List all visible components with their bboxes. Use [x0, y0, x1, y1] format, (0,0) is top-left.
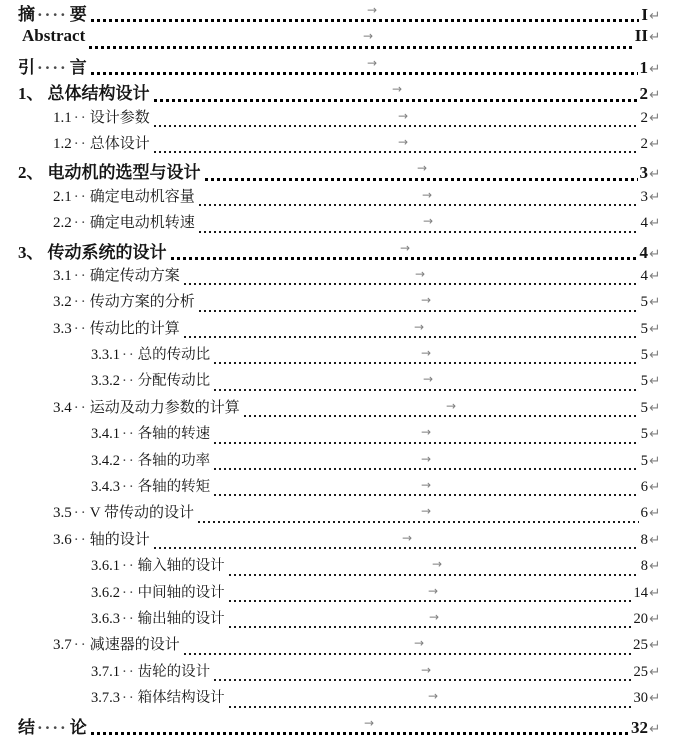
tab-mark-icon: → — [400, 240, 411, 255]
page-number: 6 — [640, 505, 648, 522]
space-marks: ·· — [122, 610, 136, 627]
toc-entry-title: 各轴的转矩 — [137, 479, 211, 496]
toc-row[interactable] — [0, 343, 685, 369]
toc-entry-title: 轴的设计 — [89, 531, 150, 548]
toc-entry-number: 3.7.1 — [91, 663, 120, 680]
paragraph-mark-icon: ↵ — [649, 452, 661, 469]
paragraph-mark-icon: ↵ — [649, 399, 661, 416]
dot-leader — [229, 706, 632, 708]
toc-entry-number: 3.1 — [53, 267, 72, 284]
tab-mark-icon: → — [422, 187, 433, 202]
space-marks: ·· — [73, 399, 88, 416]
space-marks: ·· — [73, 505, 88, 522]
space-marks: ·· — [122, 690, 136, 707]
toc-entry-title: 各轴的功率 — [137, 452, 211, 469]
toc-entry-number: 3、 — [18, 242, 44, 262]
tab-mark-icon: → — [415, 266, 426, 281]
toc-entry-title: 齿轮的设计 — [137, 663, 211, 680]
toc-entry-number: 2.1 — [53, 188, 72, 205]
toc-row[interactable] — [0, 26, 685, 52]
dot-leader — [198, 521, 638, 523]
toc-row[interactable] — [0, 554, 685, 580]
page-number: 32 — [631, 717, 648, 737]
paragraph-mark-icon: ↵ — [649, 135, 661, 152]
toc-entry-title: 运动及动力参数的计算 — [89, 399, 240, 416]
toc-entry-title: 言 — [69, 57, 87, 77]
space-marks: ·· — [73, 135, 88, 152]
tab-mark-icon: → — [428, 689, 439, 704]
page-number: 5 — [640, 399, 648, 416]
page-number: 5 — [640, 452, 648, 469]
tab-mark-icon: → — [423, 214, 434, 229]
toc-entry-number: 3.6.3 — [91, 610, 120, 627]
space-marks: ·· — [122, 558, 136, 575]
paragraph-mark-icon: ↵ — [649, 87, 661, 104]
toc-entry-title: 确定电动机转速 — [89, 215, 195, 232]
toc-row[interactable] — [0, 264, 685, 290]
page-number: 5 — [640, 347, 648, 364]
toc-entry-title: 输出轴的设计 — [137, 610, 225, 627]
paragraph-mark-icon: ↵ — [649, 584, 661, 601]
dot-leader — [244, 415, 639, 417]
paragraph-mark-icon: ↵ — [649, 690, 661, 707]
toc-entry-number: 3.3 — [53, 320, 72, 337]
dot-leader — [184, 336, 639, 338]
space-marks: ·· — [122, 663, 136, 680]
tab-mark-icon: → — [421, 662, 432, 677]
toc-entry-number: 2、 — [18, 163, 44, 183]
paragraph-mark-icon: ↵ — [649, 720, 661, 737]
paragraph-mark-icon: ↵ — [649, 610, 661, 627]
paragraph-mark-icon: ↵ — [649, 245, 661, 262]
toc-entry-number: 1.2 — [53, 135, 72, 152]
page-number: 14 — [633, 584, 648, 601]
toc-entry-number: 1、 — [18, 84, 44, 104]
dot-leader — [154, 151, 639, 153]
space-marks: ·· — [73, 188, 88, 205]
space-marks: ·· — [73, 531, 88, 548]
toc-entry-number: 2.2 — [53, 215, 72, 232]
toc-entry-title: V 带传动的设计 — [89, 505, 195, 522]
page-number: 25 — [633, 663, 648, 680]
tab-mark-icon: → — [417, 161, 428, 176]
page-number: 3 — [640, 188, 648, 205]
page-number: 3 — [639, 163, 648, 183]
toc-row[interactable] — [0, 132, 685, 158]
paragraph-mark-icon: ↵ — [649, 663, 661, 680]
space-marks: ·· — [73, 267, 88, 284]
toc-row[interactable] — [0, 581, 685, 607]
paragraph-mark-icon: ↵ — [649, 531, 661, 548]
dot-leader — [229, 574, 639, 576]
toc-entry-number: 3.2 — [53, 294, 72, 311]
toc-entry-title: 中间轴的设计 — [137, 584, 225, 601]
space-marks: ···· — [37, 57, 68, 77]
tab-mark-icon: → — [446, 398, 457, 413]
toc-row[interactable] — [0, 185, 685, 211]
tab-mark-icon: → — [428, 583, 439, 598]
space-marks: ·· — [122, 347, 136, 364]
toc-entry-number: 1.1 — [53, 109, 72, 126]
toc-row[interactable] — [0, 0, 685, 26]
dot-leader — [91, 19, 640, 22]
page-number: I — [641, 5, 648, 24]
page-number: 8 — [640, 531, 648, 548]
tab-mark-icon: → — [367, 3, 378, 17]
toc-row[interactable] — [0, 449, 685, 475]
dot-leader — [154, 125, 639, 127]
page-number: 1 — [639, 57, 648, 77]
space-marks: ·· — [122, 373, 136, 390]
toc-entry-title: 确定传动方案 — [89, 267, 180, 284]
page-number: 5 — [640, 373, 648, 390]
paragraph-mark-icon: ↵ — [649, 29, 661, 46]
toc-entry-title: 设计参数 — [89, 109, 150, 126]
toc-row[interactable] — [0, 422, 685, 448]
tab-mark-icon: → — [414, 636, 425, 651]
toc-entry-number: 3.3.1 — [91, 347, 120, 364]
paragraph-mark-icon: ↵ — [649, 60, 661, 77]
paragraph-mark-icon: ↵ — [649, 479, 661, 496]
toc-row[interactable] — [0, 106, 685, 132]
dot-leader — [229, 626, 632, 628]
toc-entry-number: 3.7.3 — [91, 690, 120, 707]
dot-leader — [199, 231, 639, 233]
page-number: 8 — [640, 558, 648, 575]
toc-entry-number: 3.5 — [53, 505, 72, 522]
page-number: 6 — [640, 479, 648, 496]
toc-entry-number: 3.4 — [53, 399, 72, 416]
toc-entry-title: 确定电动机容量 — [89, 188, 195, 205]
space-marks: ·· — [73, 215, 88, 232]
space-marks: ·· — [73, 294, 88, 311]
page-number: 2 — [640, 109, 648, 126]
page-number: 4 — [639, 242, 648, 262]
page-number: 4 — [640, 267, 648, 284]
space-marks: ·· — [122, 426, 136, 443]
toc-row[interactable] — [0, 686, 685, 712]
toc-entry-title: 分配传动比 — [137, 373, 211, 390]
toc-entry-title: 总的传动比 — [137, 347, 211, 364]
tab-mark-icon: → — [364, 715, 375, 730]
paragraph-mark-icon: ↵ — [649, 8, 661, 24]
tab-mark-icon: → — [414, 319, 425, 334]
page-number: 20 — [633, 610, 648, 627]
toc-entry-number: 3.7 — [53, 637, 72, 654]
toc-row[interactable] — [0, 53, 685, 79]
paragraph-mark-icon: ↵ — [649, 505, 661, 522]
toc-row[interactable] — [0, 211, 685, 237]
dot-leader — [214, 442, 639, 444]
toc-row[interactable] — [0, 238, 685, 264]
page-number: 2 — [640, 135, 648, 152]
space-marks: ·· — [73, 109, 88, 126]
toc-entry-title: 输入轴的设计 — [137, 558, 225, 575]
toc-row[interactable] — [0, 396, 685, 422]
toc-entry-title: 论 — [69, 717, 87, 737]
toc-row[interactable] — [0, 79, 685, 105]
toc-entry-title: 电动机的选型与设计 — [47, 163, 201, 183]
toc-entry-title: 箱体结构设计 — [137, 690, 225, 707]
toc-entry-number: 3.6 — [53, 531, 72, 548]
tab-mark-icon: → — [421, 293, 432, 308]
space-marks: ·· — [122, 584, 136, 601]
tab-mark-icon: → — [421, 425, 432, 440]
toc-entry-title: Abstract — [22, 26, 86, 46]
toc-entry-number: 结 — [18, 717, 35, 737]
tab-mark-icon: → — [421, 504, 432, 519]
toc-entry-number: 3.4.2 — [91, 452, 120, 469]
dot-leader — [91, 732, 629, 735]
toc-entry-number: 引 — [18, 57, 35, 77]
dot-leader — [171, 257, 638, 260]
toc-entry-title: 传动系统的设计 — [47, 242, 167, 262]
paragraph-mark-icon: ↵ — [649, 558, 661, 575]
toc-row[interactable] — [0, 713, 685, 739]
toc-entry-title: 总体设计 — [89, 135, 150, 152]
dot-leader — [154, 547, 639, 549]
paragraph-mark-icon: ↵ — [649, 637, 661, 654]
toc-row[interactable] — [0, 528, 685, 554]
toc-entry-title: 传动比的计算 — [89, 320, 180, 337]
paragraph-mark-icon: ↵ — [649, 188, 661, 205]
space-marks: ···· — [37, 5, 68, 24]
paragraph-mark-icon: ↵ — [649, 320, 661, 337]
paragraph-mark-icon: ↵ — [649, 267, 661, 284]
paragraph-mark-icon: ↵ — [649, 426, 661, 443]
paragraph-mark-icon: ↵ — [649, 215, 661, 232]
toc-row[interactable] — [0, 475, 685, 501]
tab-mark-icon: → — [398, 108, 409, 123]
page-number: 5 — [640, 426, 648, 443]
tab-mark-icon: → — [398, 134, 409, 149]
toc-row[interactable] — [0, 607, 685, 633]
paragraph-mark-icon: ↵ — [649, 166, 661, 183]
page-number: 5 — [640, 320, 648, 337]
dot-leader — [214, 679, 631, 681]
dot-leader — [184, 283, 639, 285]
dot-leader — [214, 362, 639, 364]
dot-leader — [199, 310, 639, 312]
dot-leader — [154, 99, 638, 102]
page-number: 30 — [633, 690, 648, 707]
tab-mark-icon: → — [421, 451, 432, 466]
toc-row[interactable] — [0, 369, 685, 395]
toc-row[interactable] — [0, 317, 685, 343]
toc-entry-number: 3.4.1 — [91, 426, 120, 443]
tab-mark-icon: → — [392, 82, 403, 97]
tab-mark-icon: → — [429, 609, 440, 624]
page-number: II — [634, 26, 648, 46]
toc-row[interactable] — [0, 660, 685, 686]
page-number: 25 — [633, 637, 648, 654]
toc-entry-number: 3.6.2 — [91, 584, 120, 601]
dot-leader — [89, 46, 633, 49]
page-number: 5 — [640, 294, 648, 311]
tab-mark-icon: → — [421, 478, 432, 493]
space-marks: ·· — [122, 479, 136, 496]
paragraph-mark-icon: ↵ — [649, 109, 661, 126]
tab-mark-icon: → — [421, 346, 432, 361]
tab-mark-icon: → — [367, 55, 378, 70]
dot-leader — [184, 653, 631, 655]
dot-leader — [214, 389, 639, 391]
dot-leader — [199, 204, 639, 206]
paragraph-mark-icon: ↵ — [649, 294, 661, 311]
toc-entry-title: 减速器的设计 — [89, 637, 180, 654]
toc-row[interactable] — [0, 158, 685, 184]
page-number: 4 — [640, 215, 648, 232]
toc-entry-number: 3.4.3 — [91, 479, 120, 496]
tab-mark-icon: → — [423, 372, 434, 387]
space-marks: ·· — [73, 320, 88, 337]
toc-entry-number: 摘 — [18, 5, 35, 24]
dot-leader — [205, 178, 638, 181]
toc-entry-title: 传动方案的分析 — [89, 294, 195, 311]
tab-mark-icon: → — [402, 530, 413, 545]
toc-row[interactable] — [0, 501, 685, 527]
toc-entry-number: 3.3.2 — [91, 373, 120, 390]
paragraph-mark-icon: ↵ — [649, 373, 661, 390]
dot-leader — [91, 72, 638, 75]
space-marks: ·· — [73, 637, 88, 654]
dot-leader — [214, 468, 639, 470]
page-number: 2 — [639, 84, 648, 104]
toc-entry-title: 要 — [69, 5, 87, 24]
dot-leader — [214, 494, 639, 496]
toc-entry-number: 3.6.1 — [91, 558, 120, 575]
tab-mark-icon: → — [363, 29, 374, 44]
paragraph-mark-icon: ↵ — [649, 347, 661, 364]
toc-entry-title: 总体结构设计 — [47, 84, 150, 104]
toc-entry-title: 各轴的转速 — [137, 426, 211, 443]
tab-mark-icon: → — [432, 557, 443, 572]
toc-row[interactable] — [0, 290, 685, 316]
dot-leader — [229, 600, 632, 602]
space-marks: ···· — [37, 717, 68, 737]
space-marks: ·· — [122, 452, 136, 469]
toc-row[interactable] — [0, 633, 685, 659]
